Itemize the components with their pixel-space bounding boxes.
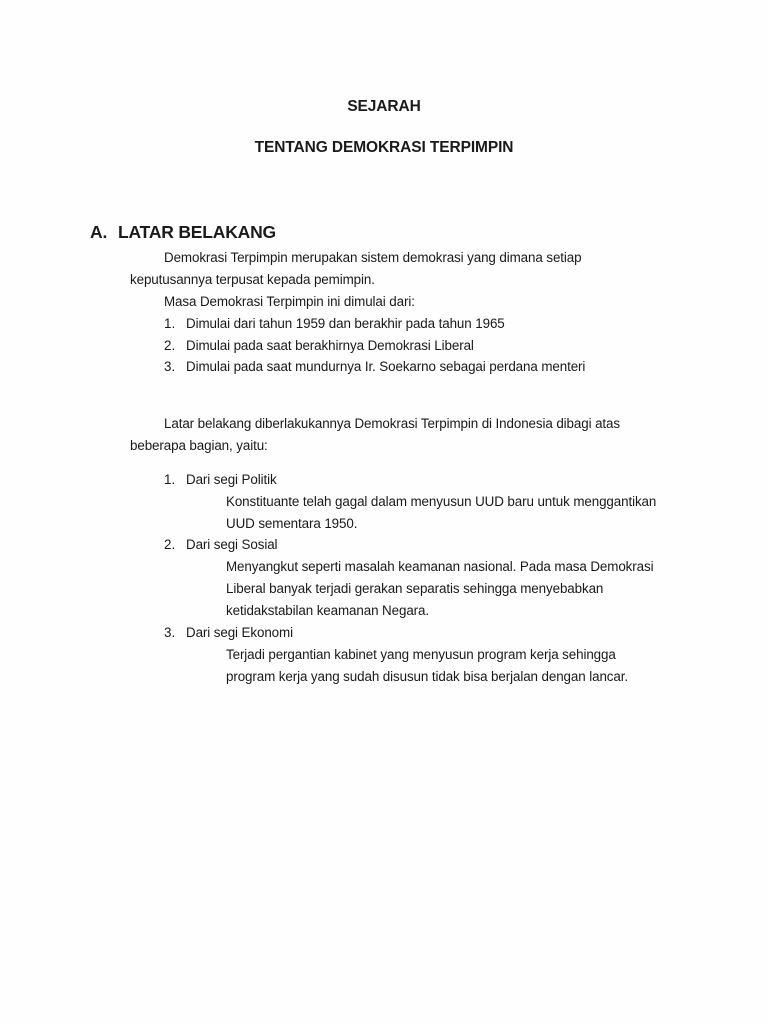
aspect-description-line: ketidakstabilan keamanan Negara. — [226, 603, 429, 618]
section-marker: A. — [90, 222, 108, 242]
aspect-description-line: Liberal banyak terjadi gerakan separatis sehingga menyebabkan — [226, 581, 604, 596]
document-subtitle: TENTANG DEMOKRASI TERPIMPIN — [254, 139, 514, 156]
intro-paragraph-line: keputusannya terpusat kepada pemimpin. — [130, 272, 375, 287]
list-number: 3. — [164, 359, 176, 374]
background-paragraph-line: Latar belakang diberlakukannya Demokrasi Terpimpin di Indonesia dibagi atas — [164, 416, 620, 431]
list-text: Dimulai pada saat mundurnya Ir. Soekarno sebagai perdana menteri — [186, 359, 586, 374]
aspect-description-line: Konstituante telah gagal dalam menyusun UUD baru untuk menggantikan — [226, 494, 657, 509]
aspect-description-line: Menyangkut seperti masalah keamanan nasional. Pada masa Demokrasi — [226, 559, 654, 574]
list-text: Dimulai pada saat berakhirnya Demokrasi Liberal — [186, 338, 474, 353]
list-number: 3. — [164, 625, 176, 640]
intro-paragraph-line: Demokrasi Terpimpin merupakan sistem demokrasi yang dimana setiap — [164, 250, 582, 265]
document-title: SEJARAH — [347, 98, 421, 115]
aspect-label: Dari segi Politik — [186, 472, 277, 487]
list-number: 1. — [164, 316, 176, 331]
list-text: Dimulai dari tahun 1959 dan berakhir pada tahun 1965 — [186, 316, 505, 331]
list-number: 1. — [164, 472, 176, 487]
list-number: 2. — [164, 537, 176, 552]
aspect-description-line: program kerja yang sudah disusun tidak bisa berjalan dengan lancar. — [226, 669, 628, 684]
list-number: 2. — [164, 338, 176, 353]
aspect-description-line: Terjadi pergantian kabinet yang menyusun program kerja sehingga — [226, 647, 616, 662]
background-paragraph-line: beberapa bagian, yaitu: — [130, 438, 268, 453]
aspect-label: Dari segi Sosial — [186, 537, 278, 552]
section-heading: LATAR BELAKANG — [118, 222, 276, 242]
period-intro: Masa Demokrasi Terpimpin ini dimulai dari: — [164, 294, 415, 309]
aspect-label: Dari segi Ekonomi — [186, 625, 293, 640]
aspect-description-line: UUD sementara 1950. — [226, 516, 358, 531]
